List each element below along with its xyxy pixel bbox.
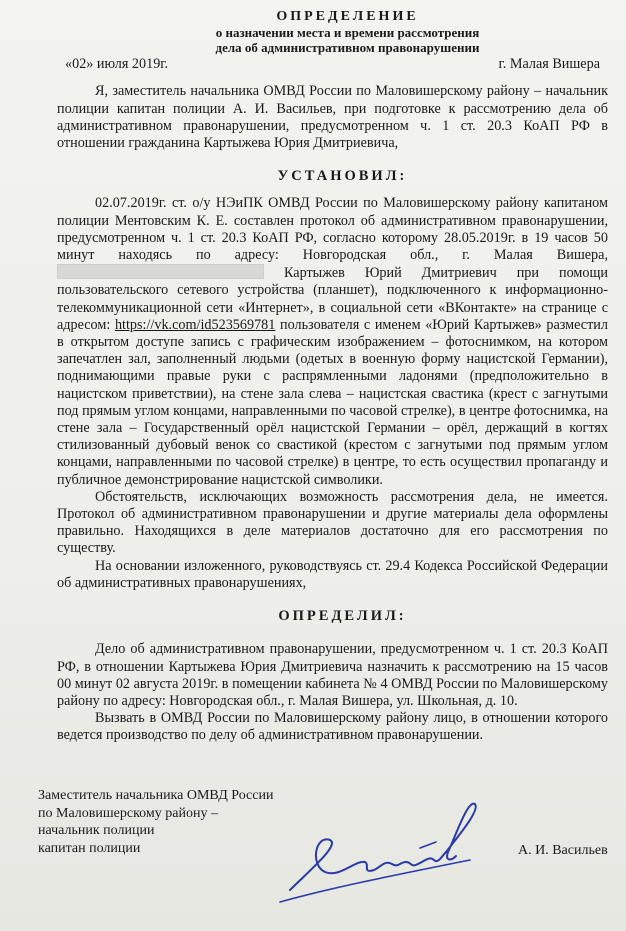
- signatory-line-2: по Маловишерскому району –: [38, 805, 218, 821]
- heading-decided: ОПРЕДЕЛИЛ:: [278, 608, 407, 625]
- handwritten-signature: [270, 790, 510, 910]
- document-place: г. Малая Вишера: [498, 56, 600, 73]
- signatory-line-1: Заместитель начальника ОМВД России: [38, 788, 274, 803]
- document-date: «02» июля 2019г.: [65, 56, 169, 73]
- signatory-line-3: начальник полиции: [38, 823, 155, 838]
- heading-established: УСТАНОВИЛ:: [277, 168, 408, 185]
- document-subtitle-line-1: о назначении места и времени рассмотрения: [215, 25, 480, 41]
- established-paragraph: [57, 195, 608, 488]
- basis-paragraph: На основании изложенного, руководствуясь ст. 29.4 Кодекса Российской Федерации об административных правонарушениях,: [57, 557, 608, 591]
- decision-paragraph-1: Дело об административном правонарушении, предусмотренном ч. 1 ст. 20.3 КоАП РФ, в отношении Картыжева Юрия Дмитриевича назначить к рассмотрению на 15 часов 00 минут 02 августа 2019г. в помещении кабинета № 4 ОМВД России по Маловишерскому району по адресу: Новгородская обл., г. Малая Вишера, ул. Школьная, д. 10.: [57, 641, 608, 709]
- circumstances-paragraph: Обстоятельств, исключающих возможность рассмотрения дела, не имеется. Протокол об административном правонарушении и другие материалы дела оформлены правильно. Находящихся в деле материалов достаточно для его рассмотрения по существу.: [57, 488, 608, 557]
- intro-paragraph: Я, заместитель начальника ОМВД России по Маловишерскому району – начальник полиции капитан полиции А. И. Васильев, при подготовке к рассмотрению дела об административном правонарушении, предусмотренном ч. 1 ст. 20.3 КоАП РФ в отношении гражданина Картыжева Юрия Дмитриевича,: [57, 83, 608, 152]
- established-text-2: Картыжев Юрий Дмитриевич при помощи пользовательского сетевого устройства (планшет), подключенного к информационно-телекоммуникационной сети «Интернет», в социальной сети «ВКонтакте» на странице с адресом:: [57, 265, 608, 333]
- decision-paragraph-2: Вызвать в ОМВД России по Маловишерскому району лицо, в отношении которого ведется производство по делу об административном правонарушении.: [57, 710, 608, 744]
- date-place-line: [57, 56, 608, 73]
- document-subtitle-line-2: дела об административном правонарушении: [215, 40, 480, 56]
- document-title: ОПРЕДЕЛЕНИЕ: [276, 9, 419, 24]
- vk-profile-link[interactable]: https://vk.com/id523569781: [114, 316, 276, 333]
- established-text-3: пользователя с именем «Юрий Картыжев» разместил в открытом доступе запись с графическим изображением – фотоснимком, на котором запечатлен зал, заполненный людьми (одетых в военную форму нацистской Германии), поднимающими правые руки с распрямленными ладонями (предположительно в нацистском приветствии), на стене зала слева – нацистская свастика (крест с загнутыми под прямым углом концами, направленными по часовой стрелке), в центре фотоснимка, на стене зала – Государственный орёл нацистской Германии – орёл, держащий в когтях стилизованный дубовый венок со свастикой (крестом с загнутыми под прямым углом концами, направленными по часовой стрелке) в центре, то есть осуществил пропаганду и публичное демонстрирование нацистской символики.: [57, 316, 608, 488]
- signer-name: А. И. Васильев: [518, 843, 608, 858]
- redacted-address: [57, 264, 264, 279]
- signatory-line-4: капитан полиции: [38, 840, 141, 856]
- established-text-1: 02.07.2019г. ст. о/у НЭиПК ОМВД России по Маловишерскому району капитаном полиции Ментовским К. Е. составлен протокол об административном правонарушении, предусмотренном ч. 1 ст. 20.3 КоАП РФ, согласно которому 28.05.2019г. в 19 часов 50 минут находясь по адресу: Новгородская обл., г. Малая Вишера,: [57, 195, 608, 264]
- signatory-block: [38, 787, 273, 857]
